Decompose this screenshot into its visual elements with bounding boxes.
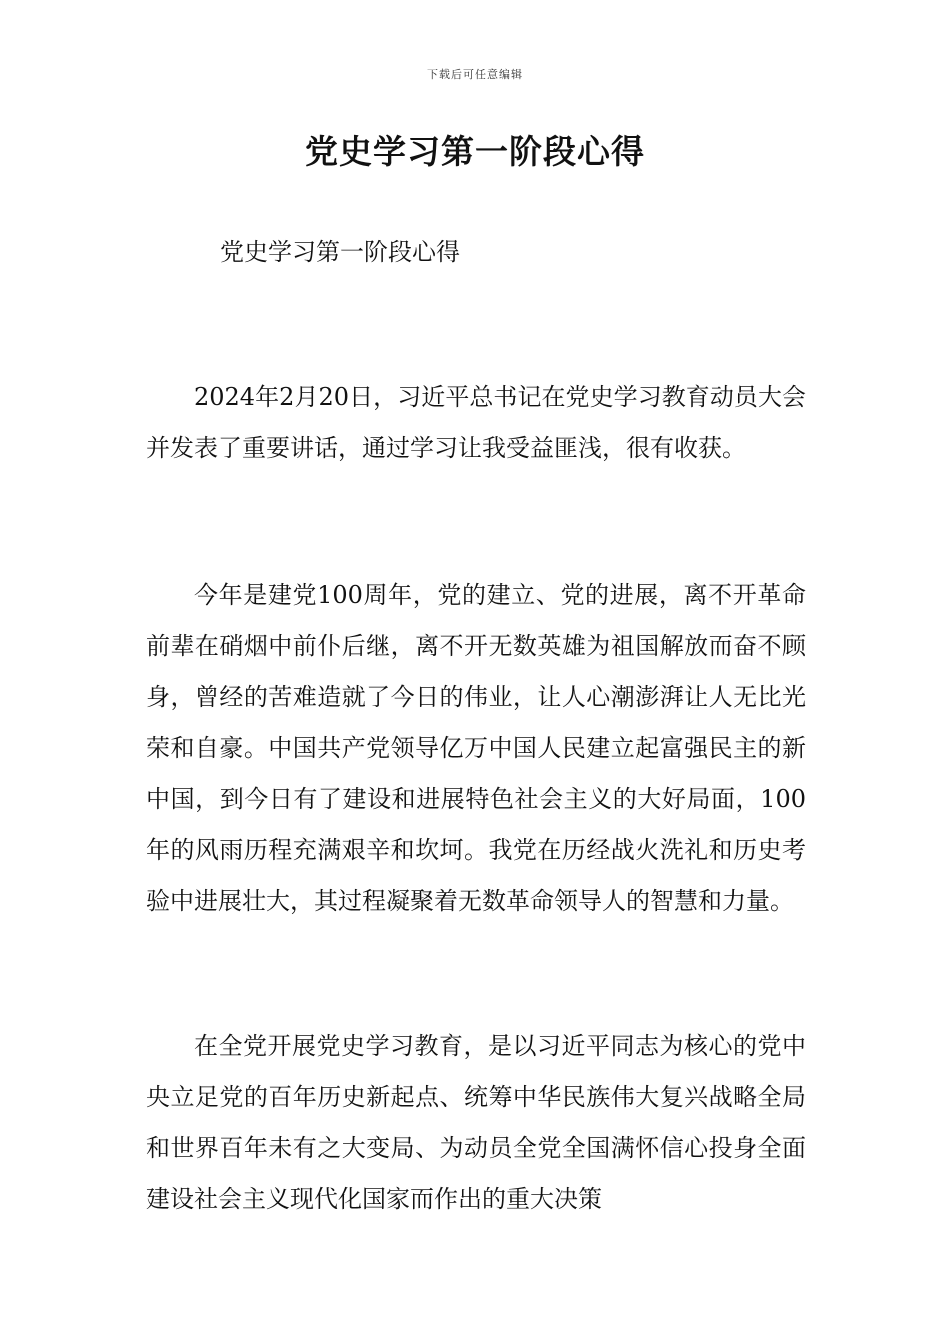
header-note: 下载后可任意编辑 [427, 68, 523, 81]
paragraph-2: 今年是建党100周年，党的建立、党的进展，离不开革命前辈在硝烟中前仆后继，离不开无数英雄为祖国解放而奋不顾身，曾经的苦难造就了今日的伟业，让人心潮澎湃让人无比光荣和自豪。中国共产党领导亿万中国人民建立起富强民主的新中国，到今日有了建设和进展特色社会主义的大好局面，100年的风雨历程充满艰辛和坎坷。我党在历经战火洗礼和历史考验中进展壮大，其过程凝聚着无数革命领导人的智慧和力量。 [146, 581, 806, 915]
paragraph-1: 2024年2月20日，习近平总书记在党史学习教育动员大会并发表了重要讲话，通过学习让我受益匪浅，很有收获。 [146, 383, 806, 462]
document-title: 党史学习第一阶段心得 [305, 132, 645, 171]
document-subtitle: 党史学习第一阶段心得 [220, 238, 460, 266]
paragraph-3: 在全党开展党史学习教育，是以习近平同志为核心的党中央立足党的百年历史新起点、统筹中华民族伟大复兴战略全局和世界百年未有之大变局、为动员全党全国满怀信心投身全面建设社会主义现代化国家而作出的重大决策 [146, 1032, 806, 1213]
